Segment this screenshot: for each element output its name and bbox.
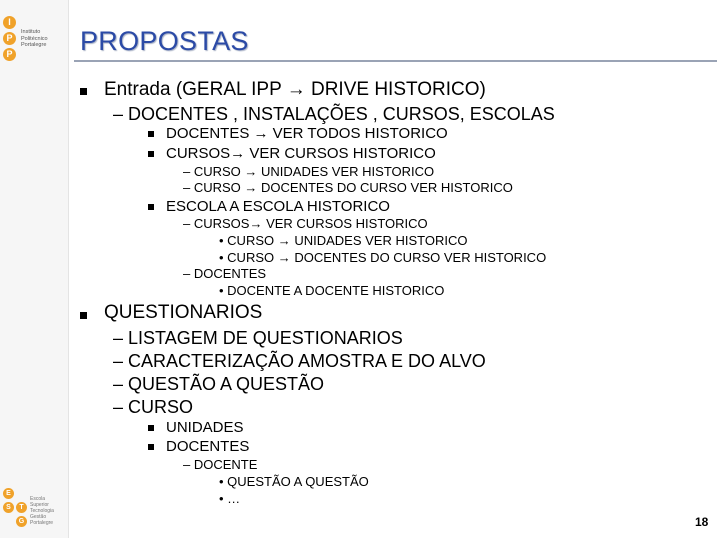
item-questao-a-questao-2: • QUESTÃO A QUESTÃO <box>219 474 369 489</box>
item-caracterizacao: – CARACTERIZAÇÃO AMOSTRA E DO ALVO <box>113 351 486 371</box>
item-ellipsis: • … <box>219 491 241 506</box>
logo-dot-t: T <box>16 502 27 513</box>
item-docentes: – DOCENTES <box>183 266 267 281</box>
item-curso-unidades: – CURSO → UNIDADES VER HISTORICO <box>183 164 435 179</box>
sidebar <box>0 0 69 538</box>
bullet-square <box>80 312 87 319</box>
logo-dot-p2: P <box>3 48 16 61</box>
item-entrada: Entrada (GERAL IPP → DRIVE HISTORICO) <box>104 79 486 100</box>
item-listagem: – LISTAGEM DE QUESTIONARIOS <box>113 328 403 348</box>
item-docentes-ver: DOCENTES → VER TODOS HISTORICO <box>166 125 448 142</box>
logo-dot-s: S <box>3 502 14 513</box>
logo-dot-e: E <box>3 488 14 499</box>
item-curso-unidades-2: • CURSO → UNIDADES VER HISTORICO <box>219 233 468 248</box>
logo-dot-p1: P <box>3 32 16 45</box>
top-logo-text: Instituto Politécnico Portalegre <box>21 29 48 49</box>
page-number: 18 <box>695 515 709 529</box>
title-rule <box>74 60 717 62</box>
item-cursos-ver-2: – CURSOS→ VER CURSOS HISTORICO <box>183 216 428 231</box>
item-docente: – DOCENTE <box>183 457 258 472</box>
bullet-square <box>148 151 154 157</box>
bullet-square <box>148 131 154 137</box>
bottom-logo-text: Escola Superior Tecnologia Gestão Portalegre <box>30 496 54 526</box>
item-docentes-instalacoes: – DOCENTES , INSTALAÇÕES , CURSOS, ESCOLAS <box>113 104 555 124</box>
item-docente-a-docente: • DOCENTE A DOCENTE HISTORICO <box>219 283 445 298</box>
item-curso-docentes: – CURSO → DOCENTES DO CURSO VER HISTORICO <box>183 180 513 195</box>
bullet-square <box>148 444 154 450</box>
logo-dot-i: I <box>3 16 16 29</box>
item-questao-a-questao: – QUESTÃO A QUESTÃO <box>113 374 325 394</box>
item-docentes-2: DOCENTES <box>166 438 250 455</box>
slide-title: PROPOSTAS <box>80 26 249 56</box>
item-escola-a-escola: ESCOLA A ESCOLA HISTORICO <box>166 198 390 215</box>
top-logo <box>3 14 16 62</box>
item-curso-docentes-2: • CURSO → DOCENTES DO CURSO VER HISTORICO <box>219 250 547 265</box>
bullet-square <box>148 425 154 431</box>
bullet-square <box>148 204 154 210</box>
item-questionarios: QUESTIONARIOS <box>104 302 263 323</box>
item-cursos-ver: CURSOS→ VER CURSOS HISTORICO <box>166 145 436 162</box>
bottom-logo <box>3 486 27 528</box>
bullet-square <box>80 88 87 95</box>
item-unidades: UNIDADES <box>166 419 244 436</box>
item-curso: – CURSO <box>113 397 194 417</box>
logo-dot-g: G <box>16 516 27 527</box>
